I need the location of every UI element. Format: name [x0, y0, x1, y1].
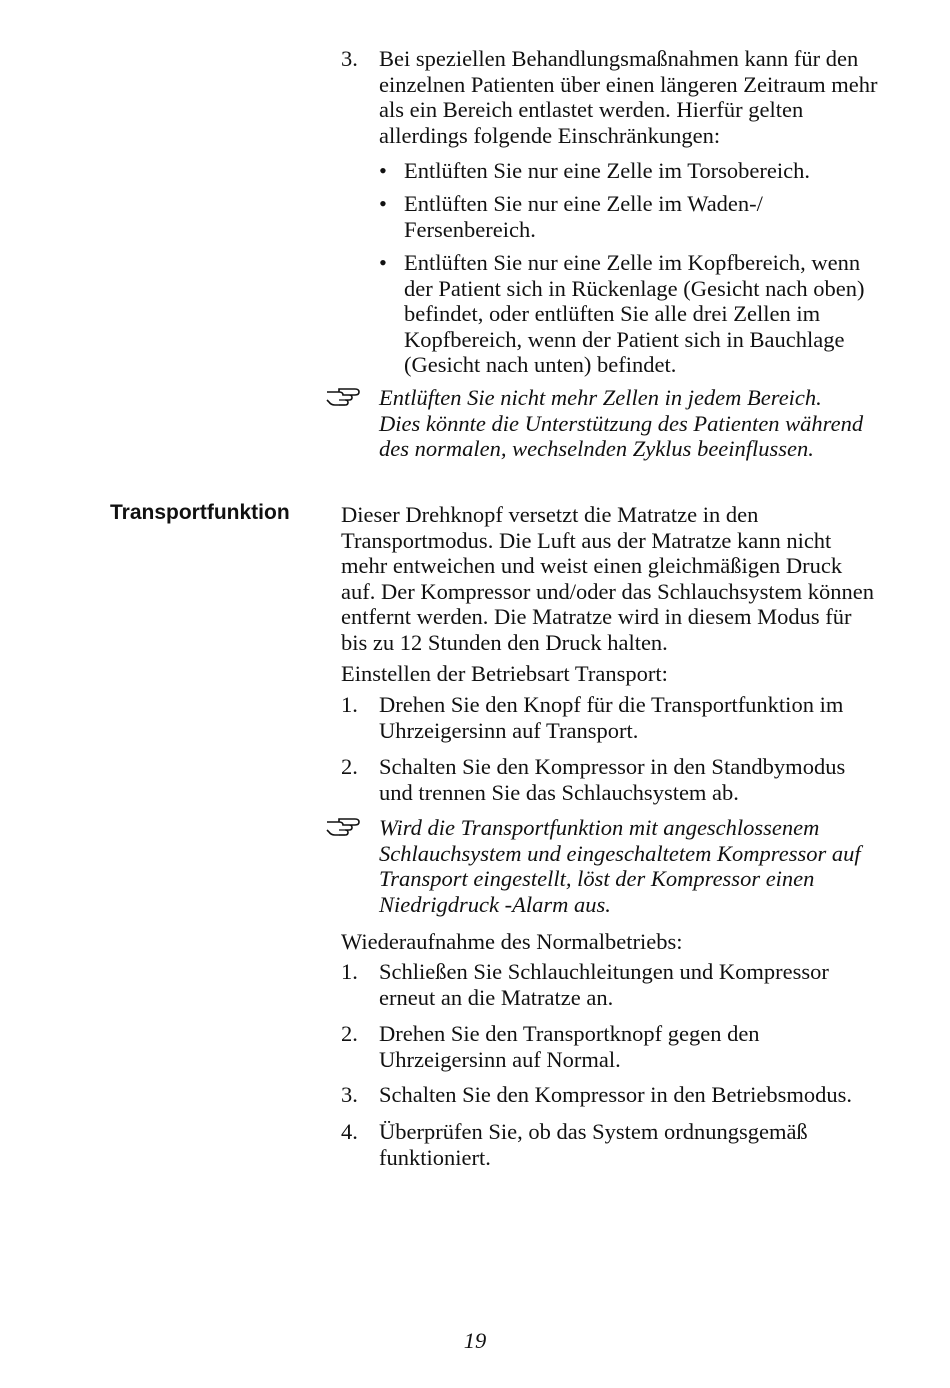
list-number: 3.: [341, 46, 358, 71]
note-text: Entlüften Sie nicht mehr Zellen in jedem Bereich. Dies könnte die Unterstützung des Patienten während des normalen, wechselnden Zyklus beeinflussen.: [379, 385, 864, 461]
page-number: 19: [463, 1328, 487, 1353]
list-number: 1.: [341, 959, 358, 984]
list-item: [341, 754, 881, 805]
list-number: 1.: [341, 692, 358, 717]
note-text: Wird die Transportfunktion mit angeschlossenem Schlauchsystem und eingeschaltetem Kompressor auf Transport eingestellt, löst der Kompressor einen Niedrigdruck -Alarm aus.: [379, 815, 861, 917]
bullet-item: [379, 191, 879, 242]
note-block: [325, 815, 885, 917]
pointing-hand-icon: [325, 813, 361, 837]
list-item-text: Drehen Sie den Knopf für die Transportfunktion im Uhrzeigersinn auf Transport.: [379, 692, 844, 743]
bullet-item: [379, 250, 869, 378]
list-item: [341, 959, 881, 1010]
list-item: [341, 1021, 881, 1072]
list-item-text: Schließen Sie Schlauchleitungen und Kompressor erneut an die Matratze an.: [379, 959, 829, 1010]
bullet-dot: •: [379, 158, 387, 183]
list-item: [341, 1119, 881, 1170]
list-number: 2.: [341, 754, 358, 779]
bullet-text: Entlüften Sie nur eine Zelle im Waden-/ Fersenbereich.: [404, 191, 763, 242]
list-item-text: Schalten Sie den Kompressor in den Standbymodus und trennen Sie das Schlauchsystem ab.: [379, 754, 846, 805]
list-item: [341, 692, 881, 743]
list-item: [341, 1082, 881, 1108]
bullet-dot: •: [379, 191, 387, 216]
bullet-dot: •: [379, 250, 387, 275]
bullet-item: [379, 158, 879, 184]
list-item-text: Überprüfen Sie, ob das System ordnungsgemäß funktioniert.: [379, 1119, 808, 1170]
bullet-text: Entlüften Sie nur eine Zelle im Kopfbereich, wenn der Patient sich in Rückenlage (Gesicht nach oben) befindet, oder entlüften Sie alle drei Zellen im Kopfbereich, wenn der Patient sich in Bauchlage (Gesicht nach unten) befindet.: [404, 250, 865, 377]
list-item-text: Schalten Sie den Kompressor in den Betriebsmodus.: [379, 1082, 853, 1107]
setup-heading: Einstellen der Betriebsart Transport:: [341, 661, 668, 686]
section-label: Transportfunktion: [110, 501, 290, 524]
pointing-hand-icon: [325, 383, 361, 407]
list-item-text: Bei speziellen Behandlungsmaßnahmen kann für den einzelnen Patienten über einen längeren Zeitraum mehr als ein Bereich entlastet werden. Hierfür gelten allerdings folgende Einschränkungen:: [379, 46, 878, 148]
bullet-text: Entlüften Sie nur eine Zelle im Torsobereich.: [404, 158, 811, 183]
list-item-text: Drehen Sie den Transportknopf gegen den Uhrzeigersinn auf Normal.: [379, 1021, 760, 1072]
resume-heading: Wiederaufnahme des Normalbetriebs:: [341, 929, 683, 954]
list-number: 2.: [341, 1021, 358, 1046]
note-block: [325, 385, 865, 462]
list-number: 4.: [341, 1119, 358, 1144]
paragraph-transport-intro: Dieser Drehknopf versetzt die Matratze in den Transportmodus. Die Luft aus der Matratze kann nicht mehr entweichen und weist einen gleichmäßigen Druck auf. Der Kompressor und/oder das Schlauchsystem können entfernt werden. Die Matratze wird in diesem Modus für bis zu 12 Stunden den Druck halten.: [341, 502, 875, 655]
list-item-3: [341, 46, 881, 148]
list-number: 3.: [341, 1082, 358, 1107]
